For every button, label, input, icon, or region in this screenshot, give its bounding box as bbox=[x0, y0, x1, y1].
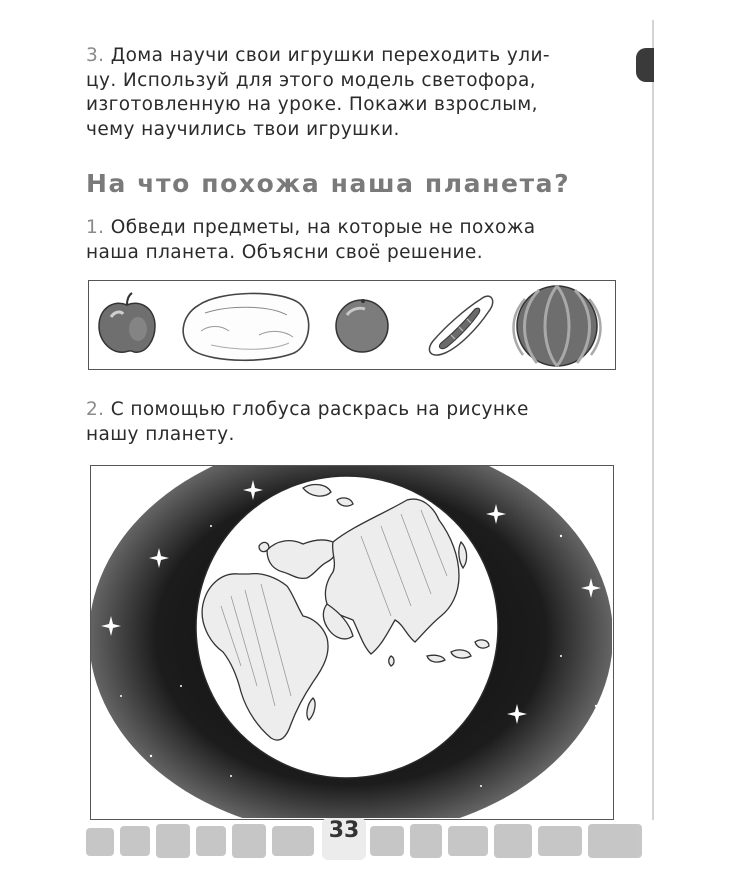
cookie-icon[interactable] bbox=[183, 293, 309, 360]
cucumber-icon[interactable] bbox=[429, 296, 492, 355]
objects-illustration bbox=[89, 281, 614, 368]
task-3-line-4: чему научились твои игрушки. bbox=[86, 118, 400, 140]
page-number: 33 bbox=[328, 818, 360, 843]
task-1-number: 1. bbox=[86, 217, 105, 238]
objects-strip bbox=[88, 280, 616, 370]
task-2-text bbox=[86, 398, 620, 447]
side-tab-marker bbox=[636, 48, 654, 82]
earth-illustration bbox=[91, 466, 612, 818]
task-2-line-1: 2. С помощью глобуса раскрась на рисунке bbox=[86, 399, 529, 420]
task-3-number: 3. bbox=[86, 45, 105, 66]
earth-illustration-box bbox=[90, 465, 614, 820]
page-edge-line bbox=[652, 20, 654, 820]
task-1-line-2: наша планета. Объясни своё решение. bbox=[86, 241, 483, 263]
task-2-line-2: нашу планету. bbox=[86, 423, 235, 445]
section-heading: На что похожа наша планета? bbox=[86, 169, 571, 198]
footer-decoration bbox=[86, 814, 656, 864]
task-3-line-1: 3. Дома научи свои игрушки переходить ули- bbox=[86, 45, 550, 66]
task-3-line-3: изготовленную на уроке. Покажи взрослым, bbox=[86, 94, 538, 115]
task-3-line-2: цу. Используй для этого модель светофора, bbox=[86, 69, 537, 91]
watermelon-icon[interactable] bbox=[514, 286, 601, 366]
task-3-text bbox=[86, 44, 620, 142]
task-2-number: 2. bbox=[86, 399, 105, 420]
task-1-text bbox=[86, 216, 620, 265]
sri-lanka bbox=[389, 656, 394, 666]
apple-icon[interactable] bbox=[99, 293, 155, 352]
orange-icon[interactable] bbox=[336, 299, 388, 352]
task-1-line-1: 1. Обведи предметы, на которые не похожа bbox=[86, 217, 536, 238]
british-isles bbox=[259, 542, 269, 551]
